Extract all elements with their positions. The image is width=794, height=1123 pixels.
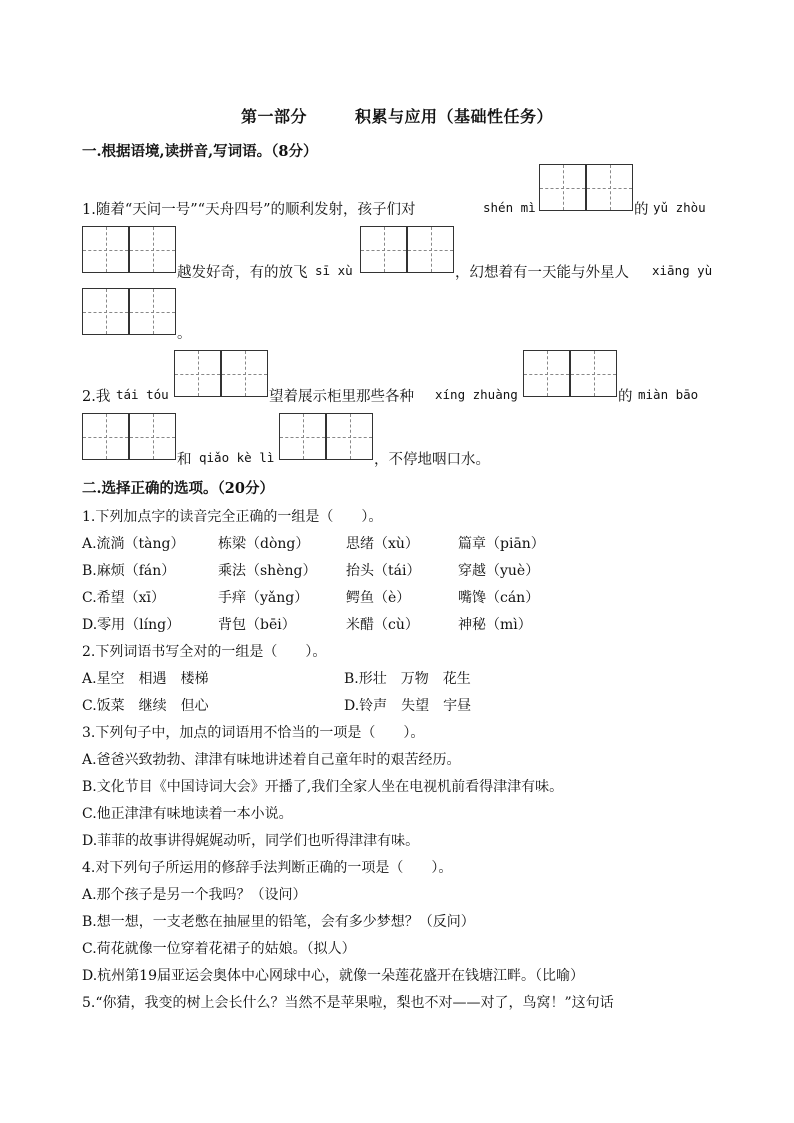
section1-heading: 一.根据语境,读拼音,写词语。（8分）	[82, 143, 318, 160]
s2-q1-option: C.希望（xī）	[82, 590, 166, 606]
pinyin-xiangyu: xiāng yù	[652, 263, 713, 278]
s2-q1-option: 篇章（piān）	[458, 536, 545, 552]
s2-q1-option: 米醋（cù）	[346, 617, 419, 633]
page-title	[0, 104, 794, 127]
writing-grid-6[interactable]	[523, 350, 617, 396]
s2-q3-option-b: B.文化节目《中国诗词大会》开播了,我们全家人坐在电视机前看得津津有味。	[82, 779, 564, 795]
q2-text-d: 和	[177, 452, 192, 468]
s2-q3-option-c: C.他正津津有味地读着一本小说。	[82, 806, 293, 822]
s2-q5-stem: 5.“你猜，我变的树上会长什么？当然不是苹果啦，梨也不对——对了，鸟窝！”这句话	[82, 995, 614, 1011]
section-subject: 积累与应用（基础性任务）	[355, 107, 554, 126]
s2-q1-stem: 1.下列加点字的读音完全正确的一组是（ ）。	[82, 509, 383, 525]
pinyin-mianbao: miàn bāo	[638, 387, 699, 402]
pinyin-shenmi: shén mì	[483, 200, 536, 215]
s2-q1-option: 穿越（yuè）	[458, 563, 540, 579]
s2-q4-option-a: A.那个孩子是另一个我吗？（设问）	[82, 887, 307, 903]
q1-text-b: 的	[634, 202, 649, 218]
q1-text-a: 1.随着“天问一号”“天舟四号”的顺利发射，孩子们对	[82, 202, 416, 218]
q1-text-e: 。	[177, 326, 192, 342]
pinyin-taitou: tái tóu	[116, 387, 169, 402]
s2-q1-option: 栋梁（dòng）	[218, 536, 310, 552]
s2-q3-option-d: D.菲菲的故事讲得娓娓动听，同学们也听得津津有味。	[82, 833, 420, 849]
part-label: 第一部分	[240, 107, 307, 126]
writing-grid-5[interactable]	[174, 350, 268, 396]
s2-q4-stem: 4.对下列句子所运用的修辞手法判断正确的一项是（ ）。	[82, 860, 453, 876]
s2-q2-option-a: A.星空 相遇 楼梯	[82, 671, 209, 687]
s2-q1-option: D.零用（líng）	[82, 617, 181, 633]
q1-text-d: ，幻想着有一天能与外星人	[455, 265, 629, 281]
s2-q1-option: 鳄鱼（è）	[346, 590, 411, 606]
s2-q1-option: 乘法（shèng）	[218, 563, 317, 579]
s2-q1-option: A.流淌（tàng）	[82, 536, 185, 552]
writing-grid-8[interactable]	[279, 413, 373, 459]
s2-q1-option: B.麻烦（fán）	[82, 563, 176, 579]
writing-grid-3[interactable]	[360, 226, 454, 272]
s2-q2-option-c: C.饭菜 继续 但心	[82, 698, 209, 714]
writing-grid-4[interactable]	[82, 288, 176, 334]
pinyin-qiaokeli: qiǎo kè lì	[199, 450, 275, 465]
s2-q2-option-b: B.形壮 万物 花生	[344, 671, 471, 687]
s2-q1-option: 背包（bēi）	[218, 617, 296, 633]
s2-q4-option-c: C.荷花就像一位穿着花裙子的姑娘。（拟人）	[82, 941, 356, 957]
s2-q1-option: 神秘（mì）	[458, 617, 532, 633]
s2-q2-stem: 2.下列词语书写全对的一组是（ ）。	[82, 644, 327, 660]
writing-grid-7[interactable]	[82, 413, 176, 459]
writing-grid-2[interactable]	[82, 226, 176, 272]
pinyin-xingzhuang: xíng zhuàng	[435, 387, 518, 402]
q2-text-e: ，不停地咽口水。	[374, 452, 490, 468]
writing-grid-1[interactable]	[539, 164, 633, 210]
s2-q1-option: 抬头（tái）	[346, 563, 421, 579]
pinyin-sixu: sī xù	[315, 263, 353, 278]
s2-q3-option-a: A.爸爸兴致勃勃、津津有味地讲述着自己童年时的艰苦经历。	[82, 752, 461, 768]
q2-text-c: 的	[618, 389, 633, 405]
section2-heading: 二.选择正确的选项。（20分）	[82, 480, 274, 497]
q1-text-c: 越发好奇，有的放飞	[177, 265, 308, 281]
s2-q4-option-d: D.杭州第19届亚运会奥体中心网球中心，就像一朵莲花盛开在钱塘江畔。（比喻）	[82, 968, 584, 984]
pinyin-yuzhou: yǔ zhòu	[653, 200, 706, 215]
q2-text-a: 2.我	[82, 389, 111, 405]
s2-q1-option: 思绪（xù）	[346, 536, 419, 552]
q2-text-b: 望着展示柜里那些各种	[269, 389, 414, 405]
s2-q2-option-d: D.铃声 失望 宇昼	[344, 698, 472, 714]
s2-q1-option: 手痒（yǎng）	[218, 590, 309, 606]
s2-q3-stem: 3.下列句子中，加点的词语用不恰当的一项是（ ）。	[82, 725, 425, 741]
s2-q4-option-b: B.想一想，一支老憋在抽屉里的铅笔，会有多少梦想？（反问）	[82, 914, 475, 930]
s2-q1-option: 嘴馋（cán）	[458, 590, 540, 606]
